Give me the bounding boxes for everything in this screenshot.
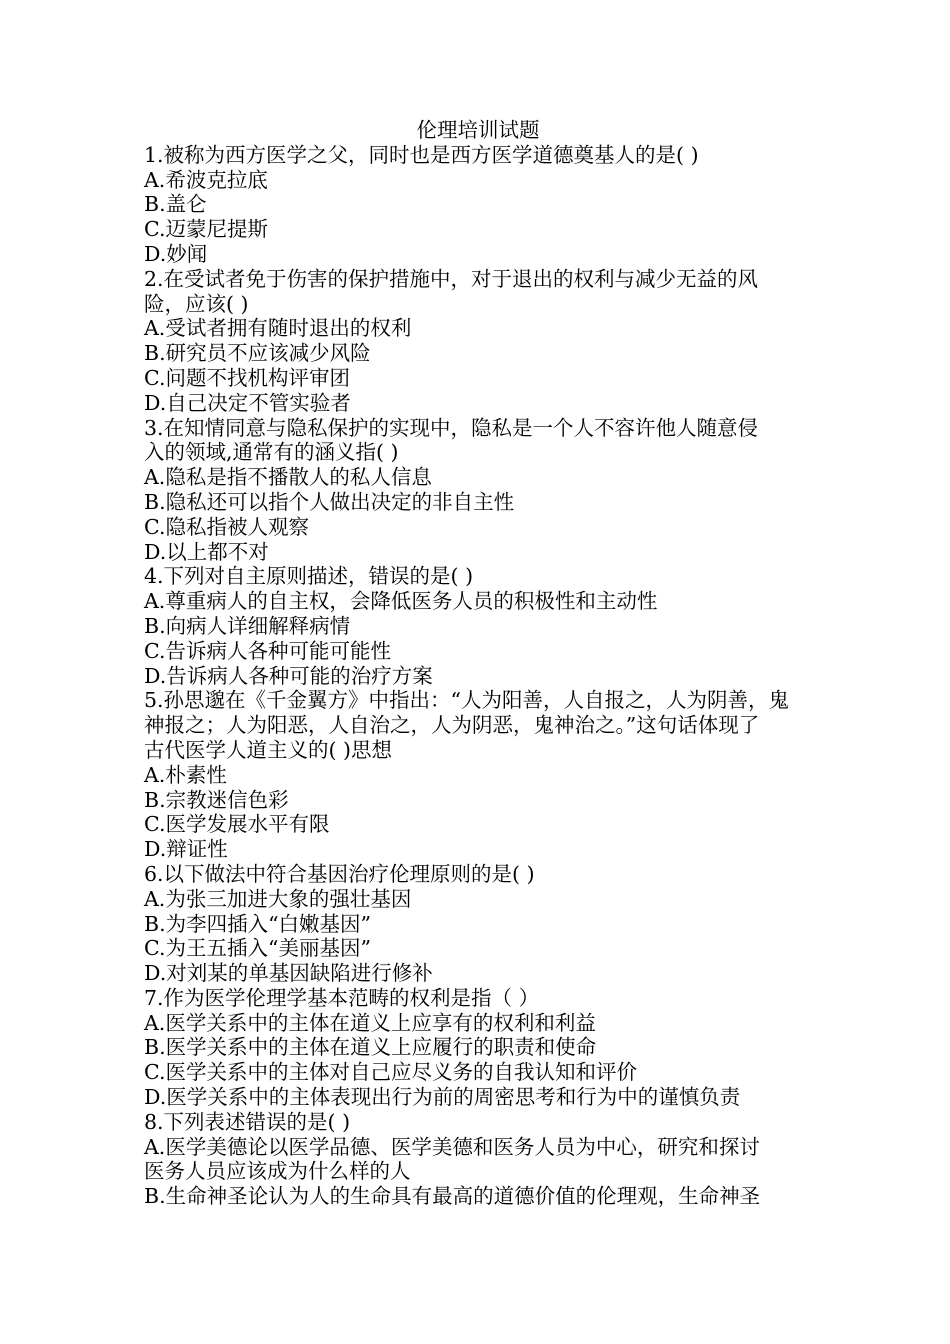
text-line: 8.下列表述错误的是( ) — [144, 1109, 351, 1134]
text-line: A.希波克拉底 — [144, 167, 268, 192]
text-line: C.医学关系中的主体对自己应尽义务的自我认知和评价 — [144, 1060, 637, 1085]
text-line: C.为王五插入“美丽基因” — [144, 936, 371, 961]
text-line: B.宗教迷信色彩 — [144, 787, 289, 812]
text-line: 险，应该( ) — [144, 291, 249, 316]
text-line: B.向病人详细解释病情 — [144, 613, 351, 638]
document-title: 伦理培训试题 — [416, 118, 540, 142]
text-line: D.告诉病人各种可能的治疗方案 — [144, 663, 433, 688]
text-line: D.以上都不对 — [144, 539, 269, 564]
text-line: B.盖仑 — [144, 192, 207, 217]
text-line: D.辩证性 — [144, 837, 228, 862]
text-line: A.隐私是指不播散人的私人信息 — [144, 465, 432, 490]
text-line: 2.在受试者免于伤害的保护措施中，对于退出的权利与减少无益的风 — [144, 266, 759, 291]
text-line: 7.作为医学伦理学基本范畴的权利是指（ ） — [144, 985, 540, 1010]
text-line: 1.被称为西方医学之父，同时也是西方医学道德奠基人的是( ) — [144, 142, 699, 167]
text-line: B.生命神圣论认为人的生命具有最高的道德价值的伦理观，生命神圣 — [144, 1184, 761, 1209]
text-line: C.迈蒙尼提斯 — [144, 217, 268, 242]
text-line: 古代医学人道主义的( )思想 — [144, 737, 393, 762]
text-line: A.受试者拥有随时退出的权利 — [144, 316, 412, 341]
text-line: B.为李四插入“白嫩基因” — [144, 911, 372, 936]
text-line: C.隐私指被人观察 — [144, 514, 309, 539]
text-line: A.尊重病人的自主权，会降低医务人员的积极性和主动性 — [144, 589, 658, 614]
text-line: C.告诉病人各种可能可能性 — [144, 638, 391, 663]
text-line: A.为张三加进大象的强壮基因 — [144, 886, 412, 911]
text-line: C.问题不找机构评审团 — [144, 365, 350, 390]
text-line: D.对刘某的单基因缺陷进行修补 — [144, 961, 433, 986]
question-list — [144, 143, 812, 1209]
text-line: A.医学关系中的主体在道义上应享有的权利和利益 — [144, 1010, 596, 1035]
text-line: 6.以下做法中符合基因治疗伦理原则的是( ) — [144, 861, 535, 886]
text-line: D.医学关系中的主体表现出行为前的周密思考和行为中的谨慎负责 — [144, 1085, 741, 1110]
text-line: B.医学关系中的主体在道义上应履行的职责和使命 — [144, 1035, 597, 1060]
text-line: 神报之；人为阳恶，人自治之，人为阴恶，鬼神治之。”这句话体现了 — [144, 713, 760, 738]
text-line: 入的领域,通常有的涵义指( ) — [144, 440, 399, 465]
text-line: 4.下列对自主原则描述，错误的是( ) — [144, 564, 474, 589]
text-line: A.朴素性 — [144, 762, 227, 787]
text-line: C.医学发展水平有限 — [144, 812, 330, 837]
text-line: D.自己决定不管实验者 — [144, 390, 351, 415]
text-line: 3.在知情同意与隐私保护的实现中，隐私是一个人不容许他人随意侵 — [144, 415, 759, 440]
text-line: 5.孙思邈在《千金翼方》中指出：“人为阳善，人自报之，人为阴善，鬼 — [144, 688, 790, 713]
text-line: B.隐私还可以指个人做出决定的非自主性 — [144, 489, 515, 514]
text-line: B.研究员不应该减少风险 — [144, 341, 371, 366]
text-line: A.医学美德论以医学品德、医学美德和医务人员为中心，研究和探讨 — [144, 1134, 760, 1159]
text-line: D.妙闻 — [144, 241, 208, 266]
document-page — [144, 118, 812, 1209]
text-line: 医务人员应该成为什么样的人 — [144, 1159, 411, 1184]
